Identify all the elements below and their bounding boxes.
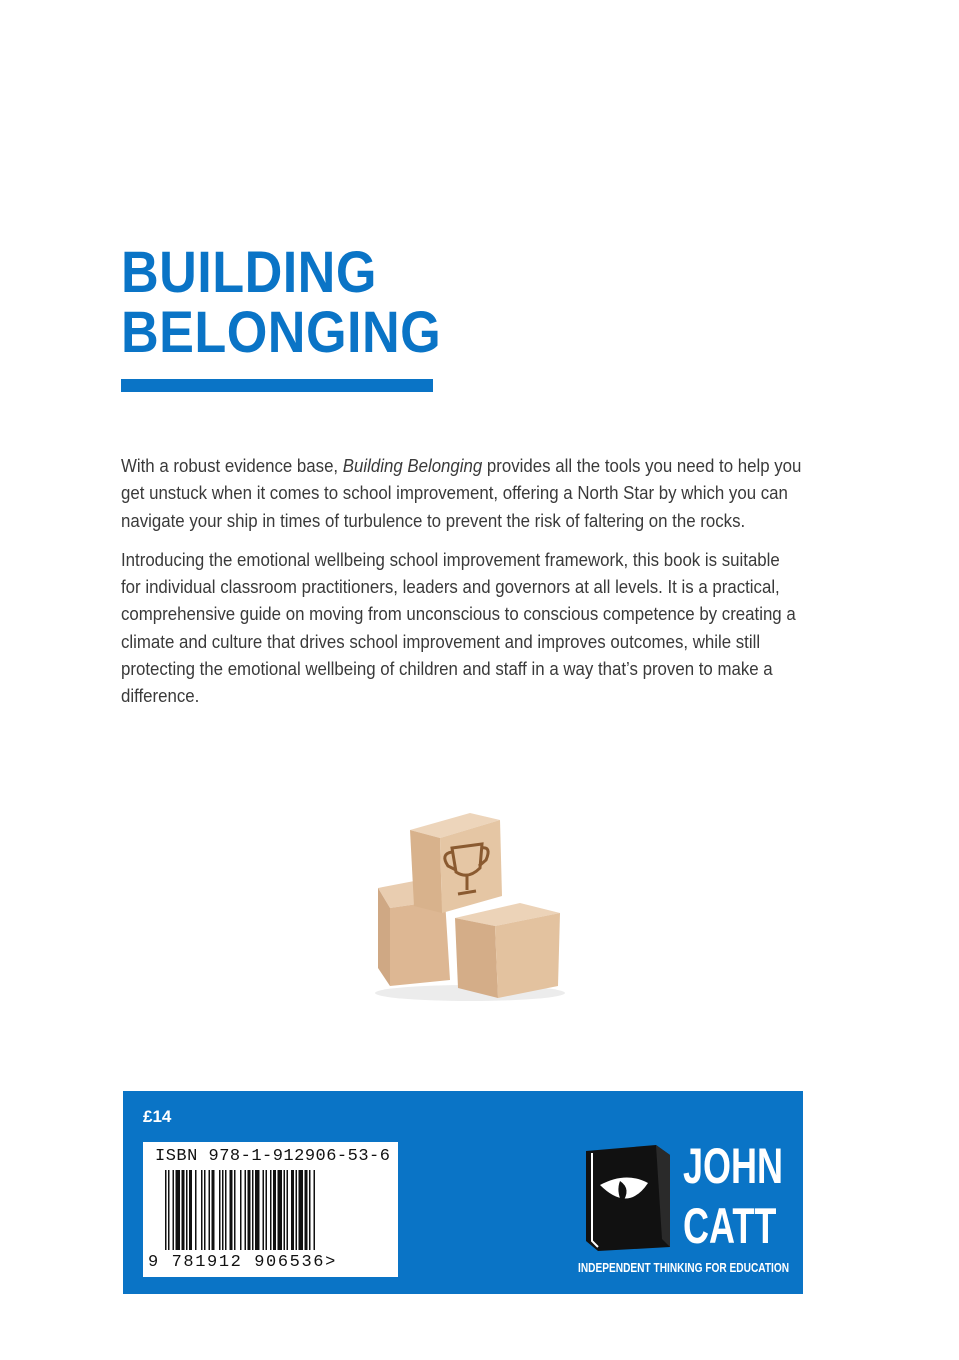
publisher-tagline: INDEPENDENT THINKING FOR EDUCATION	[578, 1260, 790, 1275]
barcode	[143, 1142, 398, 1277]
price-label: £14	[143, 1107, 172, 1126]
wooden-blocks-image	[370, 808, 570, 1008]
title-line-1: BUILDING	[121, 240, 377, 305]
book-title	[121, 240, 442, 365]
title-line-2: BELONGING	[121, 300, 442, 365]
book-title-italic: Building Belonging	[342, 455, 483, 476]
isbn-label: ISBN 978-1-912906-53-6	[155, 1147, 391, 1166]
blurb-paragraph-1: With a robust evidence base, Building Belonging provides all the tools you need to help you get unstuck when it comes to school improvement, offering a North Star by which you can navigate your ship in times of turbulence to prevent the risk of faltering on the rocks.	[121, 455, 802, 531]
publisher-name-line-1: JOHN	[683, 1138, 784, 1194]
publisher-logo	[578, 1138, 790, 1281]
back-cover-blurb	[121, 452, 802, 722]
book-eye-icon	[578, 1141, 678, 1251]
ean-digits: 9 781912 906536>	[148, 1253, 337, 1272]
blurb-paragraph-2: Introducing the emotional wellbeing school improvement framework, this book is suitable for individual classroom practitioners, leaders and governors at all levels. It is a practical, comprehensive guide on moving from unconscious to conscious competence by creating a climate and culture that drives school improvement and improves outcomes, while still protecting the emotional wellbeing of children and staff in a way that’s proven to make a difference.	[121, 548, 796, 707]
title-underline	[121, 379, 433, 392]
publisher-name-line-2: CATT	[683, 1198, 777, 1254]
retail-panel	[123, 1091, 803, 1294]
barcode-bars	[165, 1170, 380, 1265]
